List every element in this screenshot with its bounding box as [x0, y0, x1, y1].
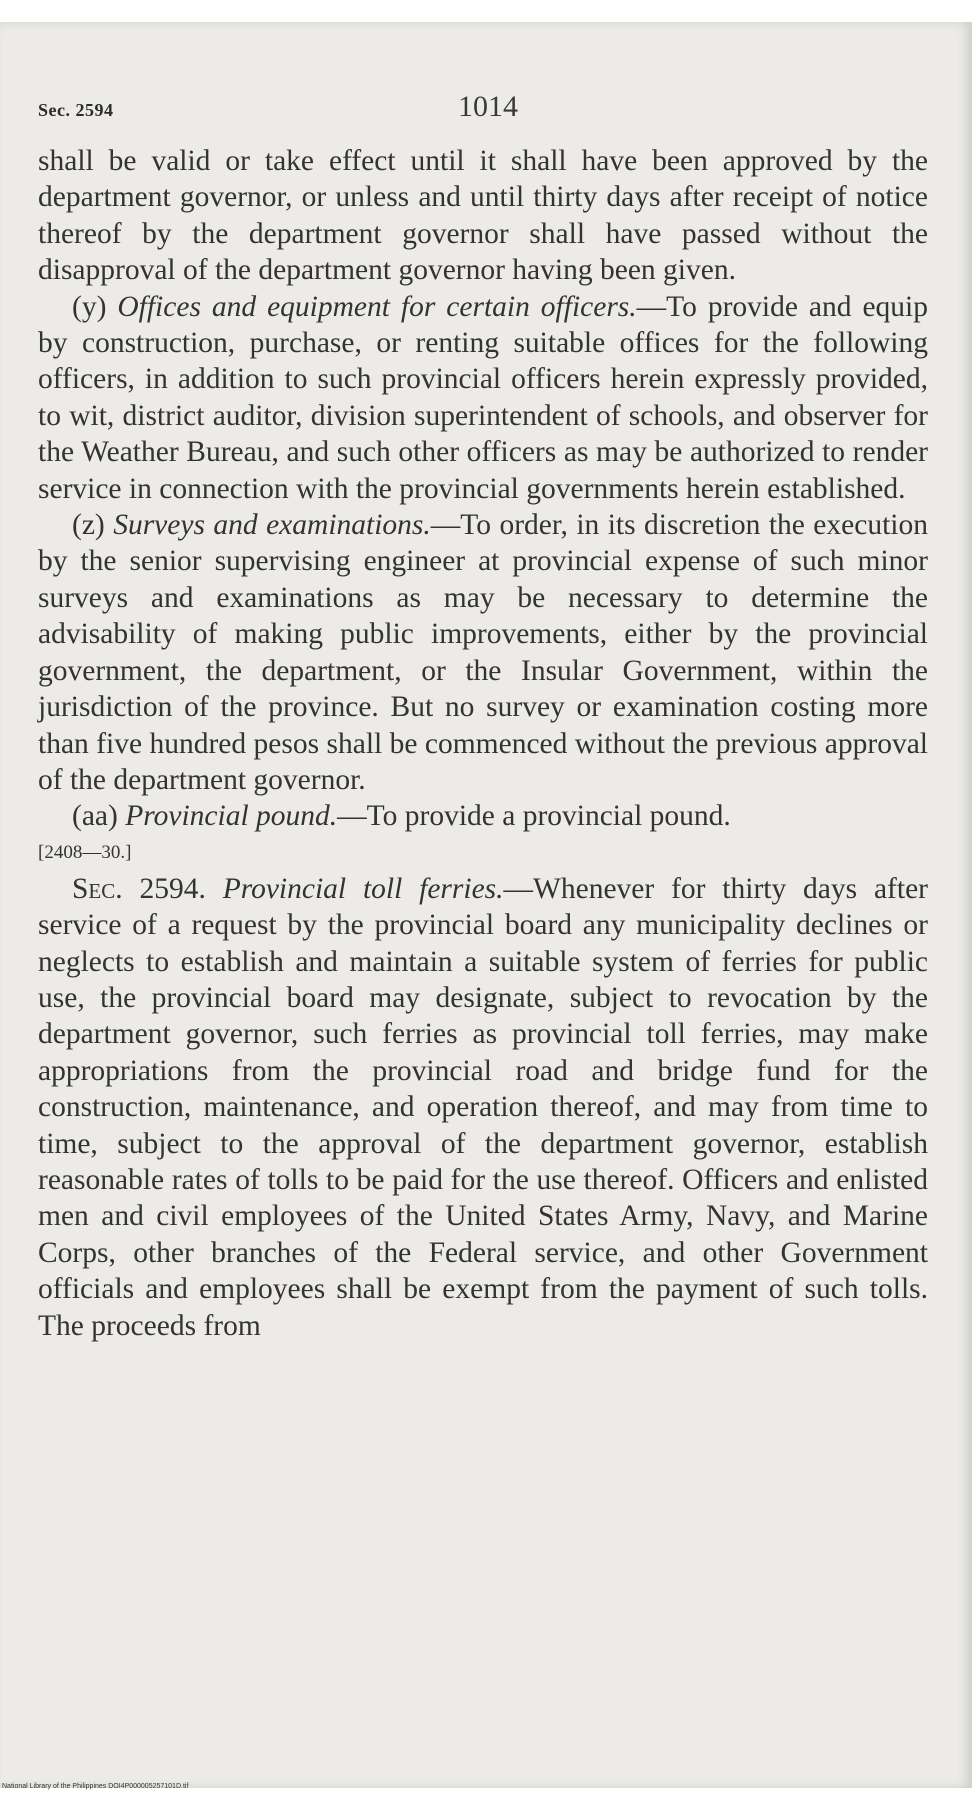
paragraph-aa-text: —To provide a provincial pound. — [337, 800, 731, 833]
paragraph-y-heading: Offices and equipment for certain officers. — [117, 290, 637, 323]
scan-footer-note: National Library of the Philippines DOI4P000005257101D.tif — [2, 1783, 189, 1790]
section-label: Sec. 2594 — [38, 100, 114, 120]
section-2594-heading: Provincial toll ferries. — [222, 872, 504, 905]
citation: [2408—30.] — [38, 841, 132, 863]
paragraph-y — [38, 289, 928, 507]
paragraph-aa-heading: Provincial pound. — [125, 800, 338, 833]
section-2594 — [38, 871, 928, 1344]
paragraph-z-heading: Surveys and examinations. — [113, 509, 431, 542]
paragraph-y-text: —To provide and equip by construction, purchase, or renting suitable offices for the following officers, in addition to such provincial officers herein expressly provided, to wit, district auditor, division superintendent of schools, and observer for the Weather Bureau, and such other officers as may be authorized to render service in connection with the provincial governments herein established. — [38, 290, 928, 505]
section-2594-label: Sec. 2594. — [72, 872, 206, 905]
paragraph-aa — [38, 798, 928, 834]
paragraph-z — [38, 507, 928, 798]
document-body — [38, 143, 928, 1344]
paragraph-aa-label: (aa) — [72, 800, 118, 833]
page-header — [0, 90, 977, 130]
section-2594-text: —Whenever for thirty days after service of a request by the provincial board any municipality declines or neglects to establish and maintain a suitable system of ferries for public use, the provincial board may designate, subject to revocation by the department governor, such ferries as provincial toll ferries, may make appropriations from the provincial road and bridge fund for the construction, maintenance, and operation thereof, and may from time to time, subject to the approval of the department governor, establish reasonable rates of tolls to be paid for the use thereof. Officers and enlisted men and civil employees of the United States Army, Navy, and Marine Corps, other branches of the Federal service, and other Government officials and employees shall be exempt from the payment of such tolls. The proceeds from — [38, 872, 928, 1342]
paragraph-y-label: (y) — [72, 290, 107, 323]
paragraph-continuation: shall be valid or take effect until it shall have been approved by the department governor, or unless and until thirty days after receipt of notice thereof by the department governor shall have passed without the disapproval of the department governor having been given. — [38, 145, 928, 287]
paragraph-z-text: —To order, in its discretion the execution by the senior supervising engineer at provincial expense of such minor surveys and examinations as may be necessary to determine the advisability of making public improvements, either by the provincial government, the department, or the Insular Government, within the jurisdiction of the province. But no survey or examination costing more than five hundred pesos shall be commenced without the previous approval of the department governor. — [38, 509, 928, 796]
paragraph-z-label: (z) — [72, 509, 105, 542]
page-number: 1014 — [458, 90, 518, 123]
